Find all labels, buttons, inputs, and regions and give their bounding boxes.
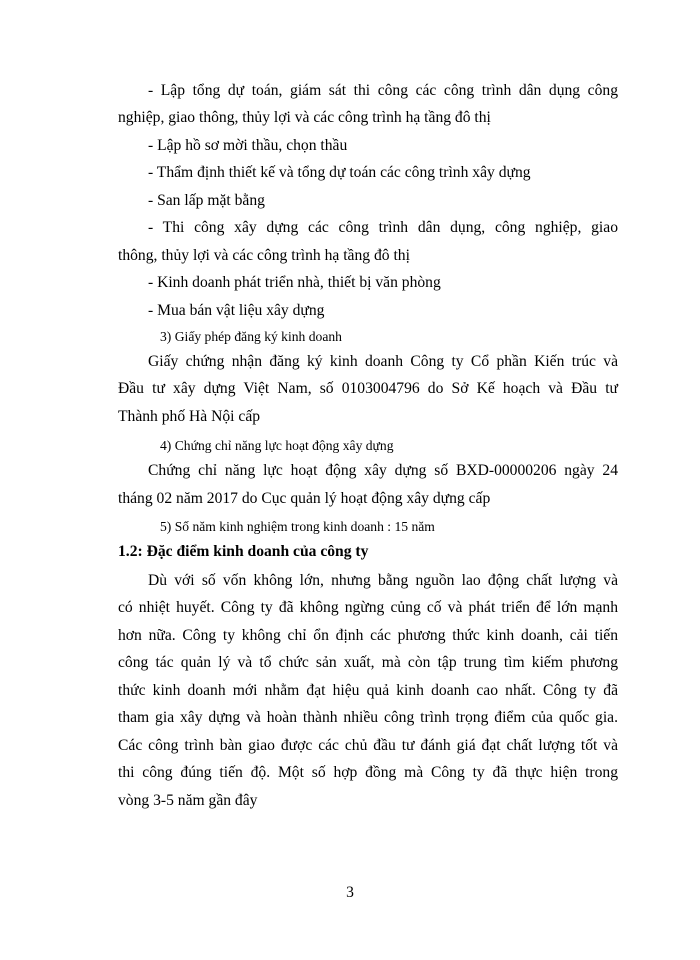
text-line: tháng 02 năm 2017 do Cục quản lý hoạt động xây dựng cấp — [118, 490, 491, 507]
section-heading: 1.2: Đặc điểm kinh doanh của công ty — [118, 543, 369, 560]
text-line: công tác quản lý và tổ chức sản xuất, mà còn tập trung tìm kiếm phương — [118, 654, 618, 671]
text-line: tham gia xây dựng và hoàn thành nhiều công trình trọng điểm của quốc gia. — [118, 709, 618, 726]
text-line: nghiệp, giao thông, thủy lợi và các công trình hạ tầng đô thị — [118, 109, 491, 126]
page-number: 3 — [346, 884, 354, 901]
text-line: Dù với số vốn không lớn, nhưng bằng nguồn lao động chất lượng và — [148, 572, 618, 589]
text-line: Đầu tư xây dựng Việt Nam, số 0103004796 do Sở Kế hoạch và Đầu tư — [118, 380, 618, 397]
text-line: hơn nữa. Công ty không chỉ ổn định các phương thức kinh doanh, cải tiến — [118, 627, 618, 644]
text-line: Chứng chỉ năng lực hoạt động xây dựng số BXD-00000206 ngày 24 — [148, 462, 618, 479]
text-line: - Kinh doanh phát triển nhà, thiết bị văn phòng — [148, 274, 441, 291]
section-subheading: 4) Chứng chỉ năng lực hoạt động xây dựng — [160, 438, 394, 453]
text-line: vòng 3-5 năm gần đây — [118, 792, 258, 809]
text-line: thi công đúng tiến độ. Một số hợp đồng mà Công ty đã thực hiện trong — [118, 764, 618, 781]
text-line: Thành phố Hà Nội cấp — [118, 408, 261, 425]
text-line: - Thi công xây dựng các công trình dân dụng, công nghiệp, giao — [148, 219, 618, 236]
text-line: - Lập hồ sơ mời thầu, chọn thầu — [148, 137, 348, 154]
text-line: - Mua bán vật liệu xây dựng — [148, 302, 325, 319]
text-line: - Lập tổng dự toán, giám sát thi công các công trình dân dụng công — [148, 82, 618, 99]
text-line: có nhiệt huyết. Công ty đã không ngừng củng cố và phát triển để lớn mạnh — [118, 599, 618, 616]
text-line: - Thẩm định thiết kế và tổng dự toán các công trình xây dựng — [148, 164, 531, 181]
section-subheading: 3) Giấy phép đăng ký kinh doanh — [160, 329, 342, 344]
text-line: Giấy chứng nhận đăng ký kinh doanh Công ty Cổ phần Kiến trúc và — [148, 353, 618, 370]
text-line: - San lấp mặt bằng — [148, 192, 265, 209]
text-line: thông, thủy lợi và các công trình hạ tầng đô thị — [118, 247, 410, 264]
text-line: thức kinh doanh mới nhằm đạt hiệu quả kinh doanh cao nhất. Công ty đã — [118, 682, 618, 699]
text-line: Các công trình bàn giao được các chủ đầu tư đánh giá đạt chất lượng tốt và — [118, 737, 618, 754]
section-subheading: 5) Số năm kinh nghiệm trong kinh doanh : 15 năm — [160, 519, 435, 534]
